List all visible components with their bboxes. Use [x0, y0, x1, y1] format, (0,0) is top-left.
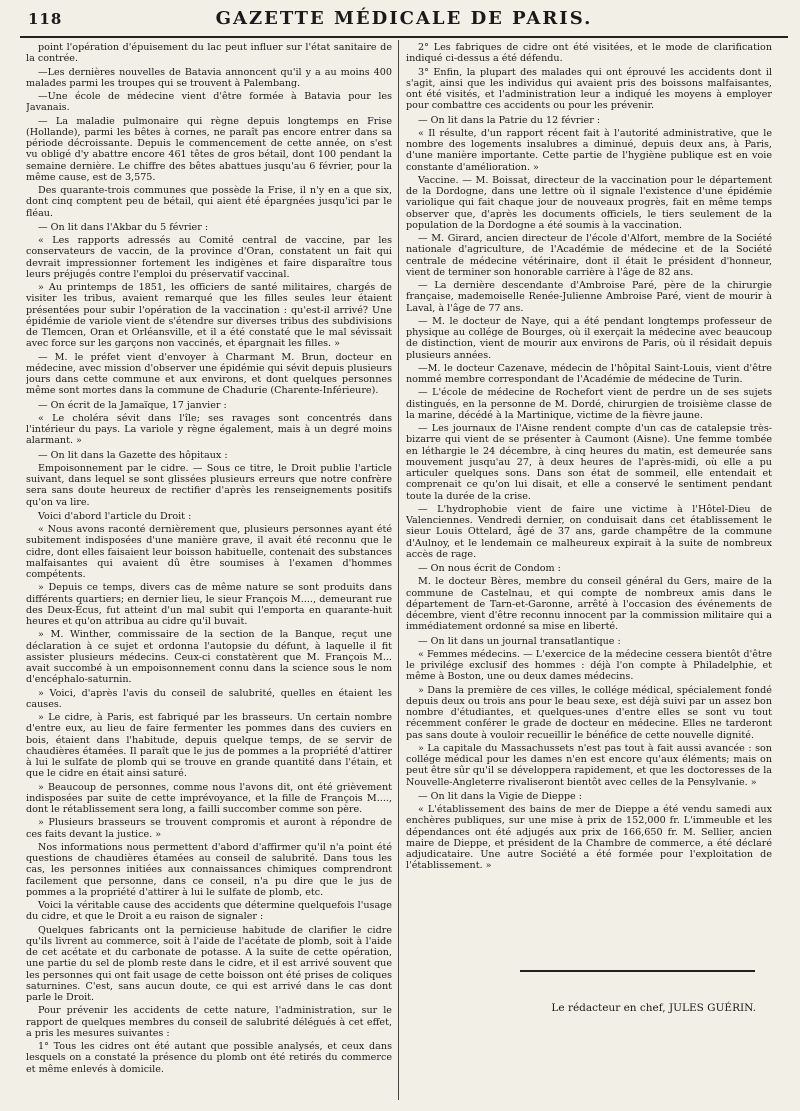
- article-paragraph: — La maladie pulmonaire qui règne depuis longtemps en Frise (Hollande), parmi les bêtes à cornes, ne paraît pas encore entrer dans sa période décroissante. Depuis le commencement de cette année, on s'est vu obligé d'y abattre encore 461 têtes de gros bétail, dont 100 pendant la semaine dernière. Le chiffre des bêtes abattues jusqu'au 6 février, pour la même cause, est de 3,575.: [26, 115, 392, 183]
- article-paragraph: Vaccine. — M. Boissat, directeur de la vaccination pour le département de la Dordogne, dans une lettre où il signale l'existence d'une épidémie variolique qui fait chaque jour de nouveaux progrès, fait en même temps observer que, d'après les documents officiels, le tiers seulement de la population de la Dordogne a été soumis à la vaccination.: [406, 174, 772, 231]
- article-paragraph: Nos informations nous permettent d'abord d'affirmer qu'il n'a point été questions de chaudières étamées au conseil de salubrité. Dans tous les cas, les personnes initiées aux connaissances chimiques comprendront facilement que personne, dans ce conseil, n'a pu dire que le jus de pommes a la propriété d'attirer à lui le sulfate de plomb, etc.: [26, 841, 392, 898]
- article-paragraph: » Plusieurs brasseurs se trouvent compromis et auront à répondre de ces faits devant la justice. »: [26, 817, 392, 840]
- left-column: [26, 42, 392, 1106]
- article-paragraph: — Les journaux de l'Aisne rendent compte d'un cas de catalepsie très-bizarre qui vient de se présenter à Caumont (Aisne). Une femme tombée en léthargie le 24 décembre, à cinq heures du matin, est demeurée sans mouvement jusqu'au 27, à deux heures de l'après-midi, où elle a pu articuler quelques sons. Dans son état de sommeil, elle entendait et comprenait ce qu'on lui disait, et elle a conservé le sentiment pendant toute la durée de la crise.: [406, 423, 772, 502]
- article-paragraph: » La capitale du Massachussets n'est pas tout à fait aussi avancée : son collége médical pour les dames n'en est encore qu'aux éléments; mais on peut être sûr qu'il se développera rapidement, et que les doctoresses de la Nouvelle-Angleterre rivaliseront bientôt avec celles de la Pensylvanie. »: [406, 742, 772, 788]
- article-paragraph: Pour prévenir les accidents de cette nature, l'administration, sur le rapport de quelques membres du conseil de salubrité délégués à cet effet, a pris les mesures suivantes :: [26, 1005, 392, 1039]
- article-paragraph: « L'établissement des bains de mer de Dieppe a été vendu samedi aux enchères publiques, sur une mise à prix de 152,000 fr. L'immeuble et les dépendances ont été adjugés aux prix de 166,650 fr. M. Sellier, ancien maire de Dieppe, et président de la Chambre de commerce, a été déclaré adjudicataire. Une autre Société a été formée pour l'exploitation de l'établissement. »: [406, 804, 772, 872]
- article-paragraph: — La dernière descendante d'Ambroise Paré, père de la chirurgie française, mademoiselle Renée-Julienne Ambroise Paré, vient de mourir à Laval, à l'âge de 77 ans.: [406, 280, 772, 314]
- article-paragraph: 1° Tous les cidres ont été autant que possible analysés, et ceux dans lesquels on a constaté la présence du plomb ont été retirés du commerce et même enlevés à domicile.: [26, 1041, 392, 1075]
- article-paragraph: — On lit dans la Vigie de Dieppe :: [418, 790, 582, 802]
- article-paragraph: » Au printemps de 1851, les officiers de santé militaires, chargés de visiter les tribus, avaient remarqué que les filles seules leur étaient présentées pour subir l'opération de la vaccination : qu'est-il arrivé? Une épidémie de variole vient de s'étendre sur diverses tribus des subdivisions de Tlemcen, Oran et Orléansville, et il a été constaté que le mal sévissait avec force sur les garçons non vaccinés, et épargnait les filles. »: [26, 282, 392, 350]
- page-number: 118: [28, 10, 63, 28]
- article-paragraph: — On écrit de la Jamaïque, 17 janvier :: [38, 399, 227, 411]
- article-paragraph: point l'opération d'épuisement du lac peut influer sur l'état sanitaire de la contrée.: [26, 42, 392, 65]
- article-paragraph: » Depuis ce temps, divers cas de même nature se sont produits dans différents quartiers; en dernier lieu, le sieur François M...., demeurant rue des Deux-Écus, fut atteint d'un mal subit qui l'emporta en quarante-huit heures et qu'on attribua au cidre qu'il buvait.: [26, 582, 392, 627]
- article-paragraph: » M. Winther, commissaire de la section de la Banque, reçut une déclaration à ce sujet et ordonna l'autopsie du défunt, à laquelle il fit assister plusieurs médecins. Ceux-ci constatèrent que M. François M... avait succombé à un empoisonnement connu dans la science sous le nom d'encéphalo-saturnin.: [26, 629, 392, 686]
- article-paragraph: Empoisonnement par le cidre. — Sous ce titre, le Droit publie l'article suivant, dans lequel se sont glissées plusieurs erreurs que notre confrère sera sans doute heureux de rectifier d'après les renseignements positifs qu'on va lire.: [26, 462, 392, 508]
- journal-title: GAZETTE MÉDICALE DE PARIS.: [215, 8, 593, 29]
- article-paragraph: Quelques fabricants ont la pernicieuse habitude de clarifier le cidre qu'ils livrent au commerce, soit à l'aide de l'acétate de plomb, soit à l'aide de cet acétate et du carbonate de potasse. A la suite de cette opération, une partie du sel de plomb reste dans le cidre, et il est arrivé souvent que les personnes qui ont fait usage de cette boisson ont été prises de coliques saturnines. C'est, sans aucun doute, ce qui est arrivé dans le cas dont parle le Droit.: [26, 924, 392, 1003]
- signature-rule: [520, 970, 755, 972]
- article-paragraph: » Le cidre, à Paris, est fabriqué par les brasseurs. Un certain nombre d'entre eux, au lieu de faire fermenter les pommes dans des cuviers en bois, étaient dans l'habitude, depuis quelque temps, de se servir de chaudières étamées. Il paraît que le jus de pommes a la propriété d'attirer à lui le sulfate de plomb qui se trouve en grande quantité dans l'étain, et que le cidre en était ainsi saturé.: [26, 712, 392, 780]
- article-paragraph: —M. le docteur Cazenave, médecin de l'hôpital Saint-Louis, vient d'être nommé membre correspondant de l'Académie de médecine de Turin.: [406, 362, 772, 385]
- article-paragraph: Voici d'abord l'article du Droit :: [38, 510, 192, 522]
- article-paragraph: M. le docteur Bères, membre du conseil général du Gers, maire de la commune de Castelnau, et qui compte de nombreux amis dans le département de Tarn-et-Garonne, arrêté à l'occasion des événements de décembre, vient d'être reconnu innocent par la commission militaire qui a immédiatement ordonné sa mise en liberté.: [406, 576, 772, 633]
- article-paragraph: » Beaucoup de personnes, comme nous l'avons dit, ont été grièvement indisposées par suite de cette imprévoyance, et la fille de François M...., dont le rétablissement sera long, a failli succomber comme son père.: [26, 781, 392, 815]
- article-paragraph: « Il résulte, d'un rapport récent fait à l'autorité administrative, que le nombre des logements insalubres a diminué, depuis deux ans, à Paris, d'une manière importante. Cette partie de l'hygiène publique est en voie constante d'amélioration. »: [406, 127, 772, 173]
- article-paragraph: — M. le docteur de Naye, qui a été pendant longtemps professeur de physique au collége de Bourges, où il exerçait la médecine avec beaucoup de distinction, vient de mourir aux environs de Paris, où il résidait depuis plusieurs années.: [406, 315, 772, 361]
- article-paragraph: 2° Les fabriques de cidre ont été visitées, et le mode de clarification indiqué ci-dessus a été défendu.: [406, 42, 772, 65]
- article-paragraph: — M. le préfet vient d'envoyer à Charmant M. Brun, docteur en médecine, avec mission d'observer une épidémie qui sévit depuis plusieurs jours dans cette commune et aux environs, et dont quelques personnes même sont mortes dans la commune de Chadurie (Charente-Inférieure).: [26, 351, 392, 397]
- article-paragraph: — On lit dans un journal transatlantique :: [418, 635, 621, 647]
- right-column: [406, 42, 772, 1092]
- editor-signature: Le rédacteur en chef, JULES GUÉRIN.: [551, 1002, 756, 1014]
- article-paragraph: — L'école de médecine de Rochefort vient de perdre un de ses sujets distingués, en la personne de M. Dordé, chirurgien de troisième classe de la marine, décédé à la Martinique, victime de la fièvre jaune.: [406, 387, 772, 421]
- article-paragraph: — On lit dans l'Akbar du 5 février :: [38, 221, 209, 233]
- article-paragraph: Des quarante-trois communes que possède la Frise, il n'y en a que six, dont cinq comptent peu de bétail, qui aient été épargnées jusqu'ici par le fléau.: [26, 185, 392, 219]
- article-paragraph: —Les dernières nouvelles de Batavia annoncent qu'il y a au moins 400 malades parmi les troupes qui se trouvent à Palembang.: [26, 66, 392, 89]
- article-paragraph: 3° Enfin, la plupart des malades qui ont éprouvé les accidents dont il s'agit, ainsi que les individus qui avaient pris des boissons malfaisantes, ont été visités, et l'administration leur a indiqué les moyens à employer pour combattre ces accidents ou pour les prévenir.: [406, 66, 772, 112]
- article-paragraph: — On lit dans la Gazette des hôpitaux :: [38, 449, 228, 461]
- article-paragraph: » Dans la première de ces villes, le collége médical, spécialement fondé depuis deux ou trois ans pour le beau sexe, est déjà suivi par un assez bon nombre d'étudiantes, et quelques-unes d'entre elles se sont vu tout récemment conférer le grade de docteur en médecine. Elles ne tarderont pas sans doute à vouloir recueillir le bénéfice de cette nouvelle dignité.: [406, 684, 772, 741]
- article-paragraph: — On nous écrit de Condom :: [418, 563, 561, 574]
- article-paragraph: » Voici, d'après l'avis du conseil de salubrité, quelles en étaient les causes.: [26, 687, 392, 710]
- article-paragraph: — L'hydrophobie vient de faire une victime à l'Hôtel-Dieu de Valenciennes. Vendredi dernier, on conduisait dans cet établissement le sieur Louis Ottelard, âgé de 37 ans, garde champêtre de la commune d'Aulnoy, et le lendemain ce malheureux expirait à la suite de nombreux accès de rage.: [406, 503, 772, 560]
- article-paragraph: —Une école de médecine vient d'être formée à Batavia pour les Javanais.: [26, 91, 392, 114]
- article-paragraph: — M. Girard, ancien directeur de l'école d'Alfort, membre de la Société nationale d'agriculture, de l'Académie de médecine et de la Société centrale de médecine vétérinaire, dont il était le président d'honneur, vient de terminer son honorable carrière à l'âge de 82 ans.: [406, 233, 772, 278]
- article-paragraph: — On lit dans la Patrie du 12 février :: [418, 114, 601, 126]
- article-paragraph: « Les rapports adressés au Comité central de vaccine, par les conservateurs de vaccin, de la province d'Oran, constatent un fait qui devrait impressionner fortement les indigènes et faire disparaître tous leurs préjugés contre l'emploi du préservatif vaccinal.: [26, 235, 392, 280]
- article-paragraph: « Femmes médecins. — L'exercice de la médecine cessera bientôt d'être le privilége exclusif des hommes : déjà l'on compte à Philadelphie, et même à Boston, une ou deux dames médecins.: [406, 648, 772, 683]
- column-divider: [398, 40, 399, 1100]
- article-paragraph: « Nous avons raconté dernièrement que, plusieurs personnes ayant été subitement indisposées d'une manière grave, il avait été reconnu que le cidre, dont elles faisaient leur boisson habituelle, contenait des substances malfaisantes qui avaient dû être soumises à l'examen d'hommes compétents.: [26, 524, 392, 580]
- article-paragraph: Voici la véritable cause des accidents que détermine quelquefois l'usage du cidre, et que le Droit a eu raison de signaler :: [26, 900, 392, 923]
- page-header: [20, 6, 788, 38]
- article-paragraph: « Le choléra sévit dans l'île; ses ravages sont concentrés dans l'intérieur du pays. La variole y règne également, mais à un degré moins alarmant. »: [26, 412, 392, 447]
